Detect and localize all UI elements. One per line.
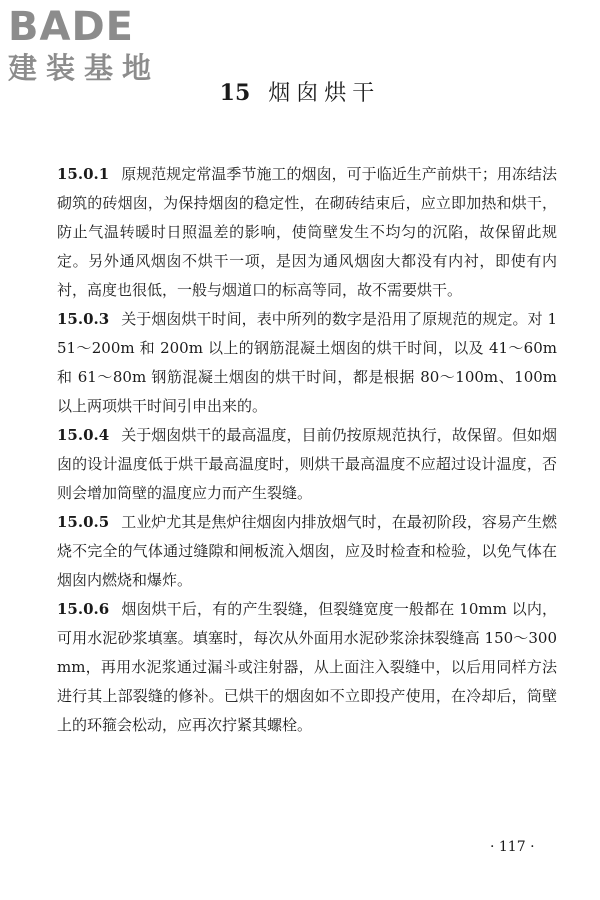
paragraph-15-0-4: [57, 421, 557, 508]
chapter-title-text: 烟囱烘干: [268, 81, 381, 106]
chapter-number: 15: [219, 80, 251, 106]
paragraph-15-0-3: [57, 305, 557, 421]
paragraph-text: 关于烟囱烘干时间，表中所列的数字是沿用了原规范的规定。对 151～200m 和 200m 以上的钢筋混凝土烟囱的烘干时间，以及 41～60m 和 61～80m 钢筋混凝土烟囱的烘干时间，都是根据 80～100m、100m 以上两项烘干时间引申出来的。: [57, 310, 557, 415]
clause-number: 15.0.3: [57, 310, 110, 328]
clause-number: 15.0.4: [57, 426, 110, 444]
paragraph-text: 原规范规定常温季节施工的烟囱，可于临近生产前烘干；用冻结法砌筑的砖烟囱，为保持烟囱的稳定性，在砌砖结束后，应立即加热和烘干，防止气温转暖时日照温差的影响，使筒壁发生不均匀的沉陷，故保留此规定。另外通风烟囱不烘干一项，是因为通风烟囱大都没有内衬，即使有内衬，高度也很低，一般与烟道口的标高等同，故不需要烘干。: [57, 165, 557, 299]
clause-number: 15.0.1: [57, 165, 110, 183]
page-number: · 117 ·: [490, 839, 535, 855]
paragraph-text: 工业炉尤其是焦炉往烟囱内排放烟气时，在最初阶段，容易产生燃烧不完全的气体通过缝隙和闸板流入烟囱，应及时检查和检验，以免气体在烟囱内燃烧和爆炸。: [57, 513, 557, 589]
logo-subtitle: 建装基地: [8, 51, 161, 85]
paragraph-text: 烟囱烘干后，有的产生裂缝，但裂缝宽度一般都在 10mm 以内，可用水泥砂浆填塞。填塞时，每次从外面用水泥砂浆涂抹裂缝高 150～300mm，再用水泥浆通过漏斗或注射器，从上面注入裂缝中，以后用同样方法进行其上部裂缝的修补。已烘干的烟囱如不立即投产使用，在冷却后，筒壁上的环箍会松动，应再次拧紧其螺栓。: [57, 600, 557, 734]
clause-number: 15.0.6: [57, 600, 110, 618]
body-text: [57, 160, 557, 740]
watermark-logo: [8, 4, 178, 86]
paragraph-15-0-6: [57, 595, 557, 740]
clause-number: 15.0.5: [57, 513, 110, 531]
paragraph-text: 关于烟囱烘干的最高温度，目前仍按原规范执行，故保留。但如烟囱的设计温度低于烘干最高温度时，则烘干最高温度不应超过设计温度，否则会增加筒壁的温度应力而产生裂缝。: [57, 426, 557, 502]
logo-wordmark: BADE: [8, 4, 134, 50]
paragraph-15-0-5: [57, 508, 557, 595]
paragraph-15-0-1: [57, 160, 557, 305]
chapter-title: [0, 78, 600, 109]
